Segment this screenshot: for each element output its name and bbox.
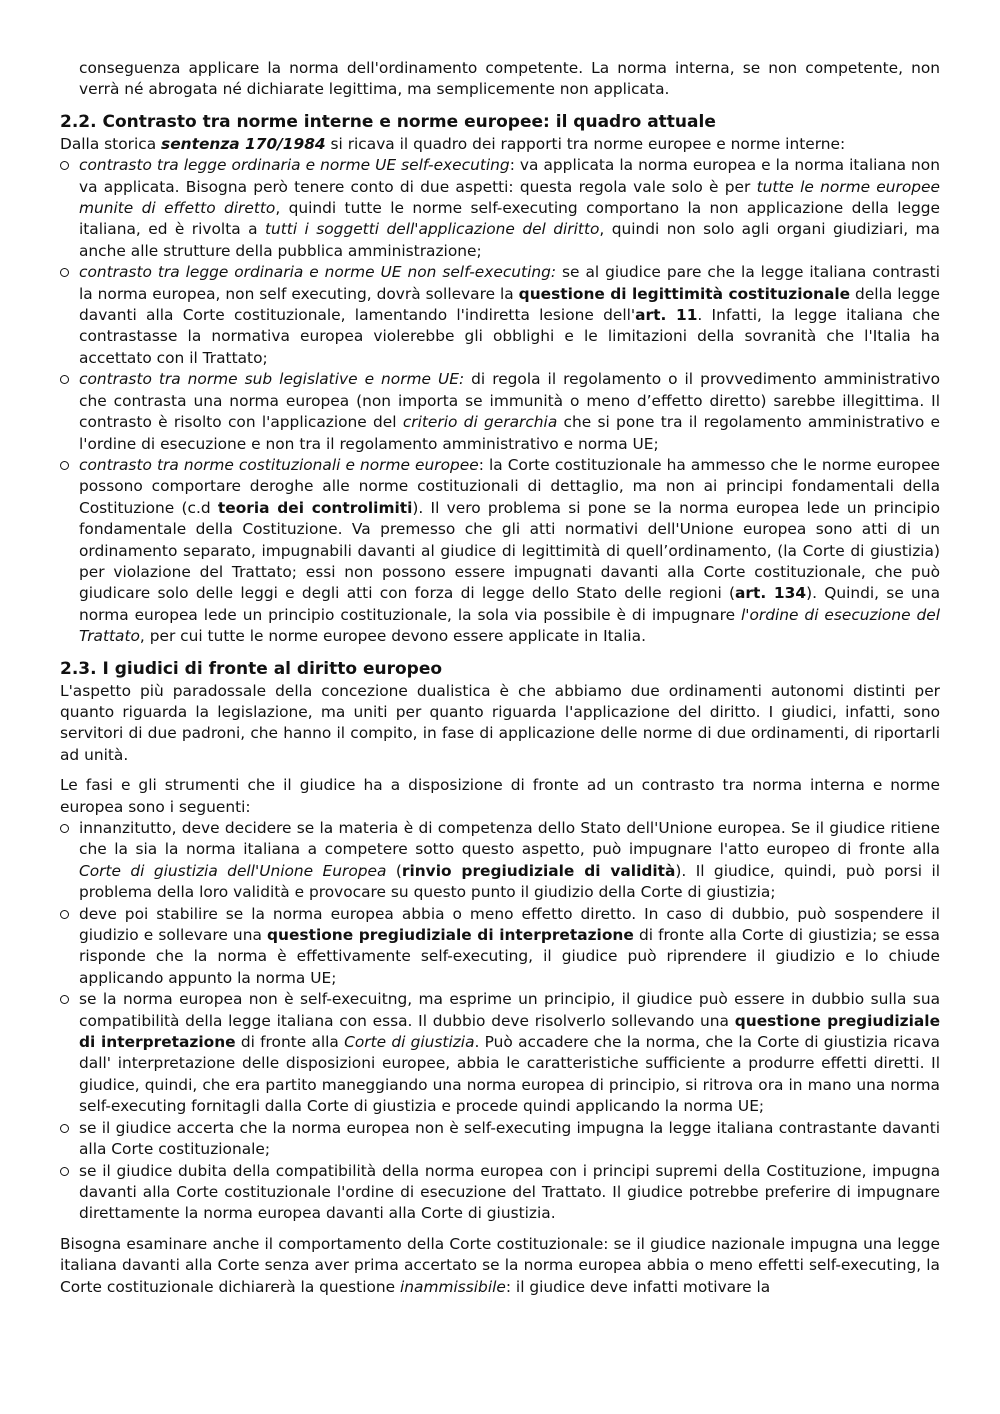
circle-bullet-icon bbox=[60, 995, 69, 1004]
circle-bullet-icon bbox=[60, 1167, 69, 1176]
list-item: contrasto tra legge ordinaria e norme UE non self-executing: se al giudice pare che la legge italiana contrasti la norma europea, non self executing, dovrà sollevare la questione di legittimità costituzionale della legge davanti alla Corte costituzionale, lamentando l'indiretta lesione dell'art. 11. Infatti, la legge italiana che contrastasse la normativa europea violerebbe gli obblighi e le limitazioni della sovranità che l'Italia ha accettato con il Trattato; bbox=[60, 262, 940, 369]
intro-paragraph: conseguenza applicare la norma dell'ordinamento competente. La norma interna, se non competente, non verrà né abrogata né dichiarate legittima, ma semplicemente non applicata. bbox=[79, 59, 940, 99]
section-2-3-list bbox=[60, 818, 940, 1225]
section-2-3-paragraph-3: Bisogna esaminare anche il comportamento della Corte costituzionale: se il giudice nazionale impugna una legge italiana davanti alla Corte senza aver prima accertato se la norma europea abbia o meno effetti self-executing, la Corte costituzionale dichiarerà la questione inammissibile: il giudice deve infatti motivare la bbox=[60, 1234, 940, 1296]
section-2-3-paragraph-1: L'aspetto più paradossale della concezione dualistica è che abbiamo due ordinamenti autonomi distinti per quanto riguarda la legislazione, ma uniti per quanto riguarda l'applicazione del diritto. I giudici, infatti, sono servitori di due padroni, che hanno il compito, in fase di applicazione delle norme di due ordinamenti, di riportarli ad unità. bbox=[60, 681, 940, 764]
section-2-2-list bbox=[60, 155, 940, 647]
circle-bullet-icon bbox=[60, 824, 69, 833]
circle-bullet-icon bbox=[60, 1124, 69, 1133]
circle-bullet-icon bbox=[60, 268, 69, 277]
list-item: contrasto tra legge ordinaria e norme UE self-executing: va applicata la norma europea e la norma italiana non va applicata. Bisogna però tenere conto di due aspetti: questa regola vale solo è per tutte le norme europee munite di effetto diretto, quindi tutte le norme self-executing comportano la non applicazione della legge italiana, ed è rivolta a tutti i soggetti dell'applicazione del diritto, quindi non solo agli organi giudiziari, ma anche alle strutture della pubblica amministrazione; bbox=[60, 155, 940, 262]
circle-bullet-icon bbox=[60, 375, 69, 384]
section-heading-2-3: 2.3. I giudici di fronte al diritto europeo bbox=[60, 658, 443, 679]
section-heading-2-2: 2.2. Contrasto tra norme interne e norme europee: il quadro attuale bbox=[60, 111, 716, 132]
list-item: se il giudice dubita della compatibilità della norma europea con i principi supremi della Costituzione, impugna davanti alla Corte costituzionale l'ordine di esecuzione del Trattato. Il giudice potrebbe preferire di impugnare direttamente la norma europea davanti alla Corte di giustizia. bbox=[60, 1161, 940, 1225]
list-item: se il giudice accerta che la norma europea non è self-executing impugna la legge italiana contrastante davanti alla Corte costituzionale; bbox=[60, 1118, 940, 1161]
circle-bullet-icon bbox=[60, 161, 69, 170]
section-2-3-paragraph-2: Le fasi e gli strumenti che il giudice ha a disposizione di fronte ad un contrasto tra norma interna e norme europea sono i seguenti: bbox=[60, 776, 940, 816]
circle-bullet-icon bbox=[60, 461, 69, 470]
circle-bullet-icon bbox=[60, 910, 69, 919]
list-item: se la norma europea non è self-execuitng, ma esprime un principio, il giudice può essere in dubbio sulla sua compatibilità della legge italiana con essa. Il dubbio deve risolverlo sollevando una questione pregiudiziale di interpretazione di fronte alla Corte di giustizia. Può accadere che la norma, che la Corte di giustizia ricava dall' interpretazione delle disposizioni europee, abbia le caratteristiche sufficiente a produrre effetti diretti. Il giudice, quindi, che era partito maneggiando una norma europea di principio, si ritrova ora in mano una norma self-executing fornitagli dalla Corte di giustizia e procede quindi applicando la norma UE; bbox=[60, 989, 940, 1117]
list-item: innanzitutto, deve decidere se la materia è di competenza dello Stato dell'Unione europea. Se il giudice ritiene che la sia la norma italiana a competere sotto questo aspetto, può impugnare l'atto europeo di fronte alla Corte di giustizia dell'Unione Europea (rinvio pregiudiziale di validità). Il giudice, quindi, può porsi il problema della loro validità e provocare su questo punto il giudizio della Corte di giustizia; bbox=[60, 818, 940, 904]
section-2-2-lead: Dalla storica sentenza 170/1984 si ricava il quadro dei rapporti tra norme europee e norme interne: bbox=[60, 134, 846, 153]
list-item: contrasto tra norme sub legislative e norme UE: di regola il regolamento o il provvedimento amministrativo che contrasta una norma europea (non importa se immunità o meno d’effetto diretto) sarebbe illegittima. Il contrasto è risolto con l'applicazione del criterio di gerarchia che si pone tra il regolamento amministrativo e l'ordine di esecuzione e non tra il regolamento amministrativo e norma UE; bbox=[60, 369, 940, 455]
list-item: contrasto tra norme costituzionali e norme europee: la Corte costituzionale ha ammesso che le norme europee possono comportare deroghe alle norme costituzionali di dettaglio, ma non ai principi fondamentali della Costituzione (c.d teoria dei controlimiti). Il vero problema si pone se la norma europea lede un principio fondamentale della Costituzione. Va premesso che gli atti normativi dell'Unione europea sono atti di un ordinamento separato, impugnabili davanti al giudice di legittimità di quell’ordinamento, (la Corte di giustizia) per violazione del Trattato; essi non possono essere impugnati davanti alla Corte costituzionale, che può giudicare solo delle leggi e degli atti con forza di legge dello Stato delle regioni (art. 134). Quindi, se una norma europea lede un principio costituzionale, la sola via possibile è di impugnare l'ordine di esecuzione del Trattato, per cui tutte le norme europee devono essere applicate in Italia. bbox=[60, 455, 940, 648]
list-item: deve poi stabilire se la norma europea abbia o meno effetto diretto. In caso di dubbio, può sospendere il giudizio e sollevare una questione pregiudiziale di interpretazione di fronte alla Corte di giustizia; se essa risponde che la norma è effettivamente self-executing, il giudice può riprendere il giudizio e lo chiude applicando appunto la norma UE; bbox=[60, 904, 940, 990]
